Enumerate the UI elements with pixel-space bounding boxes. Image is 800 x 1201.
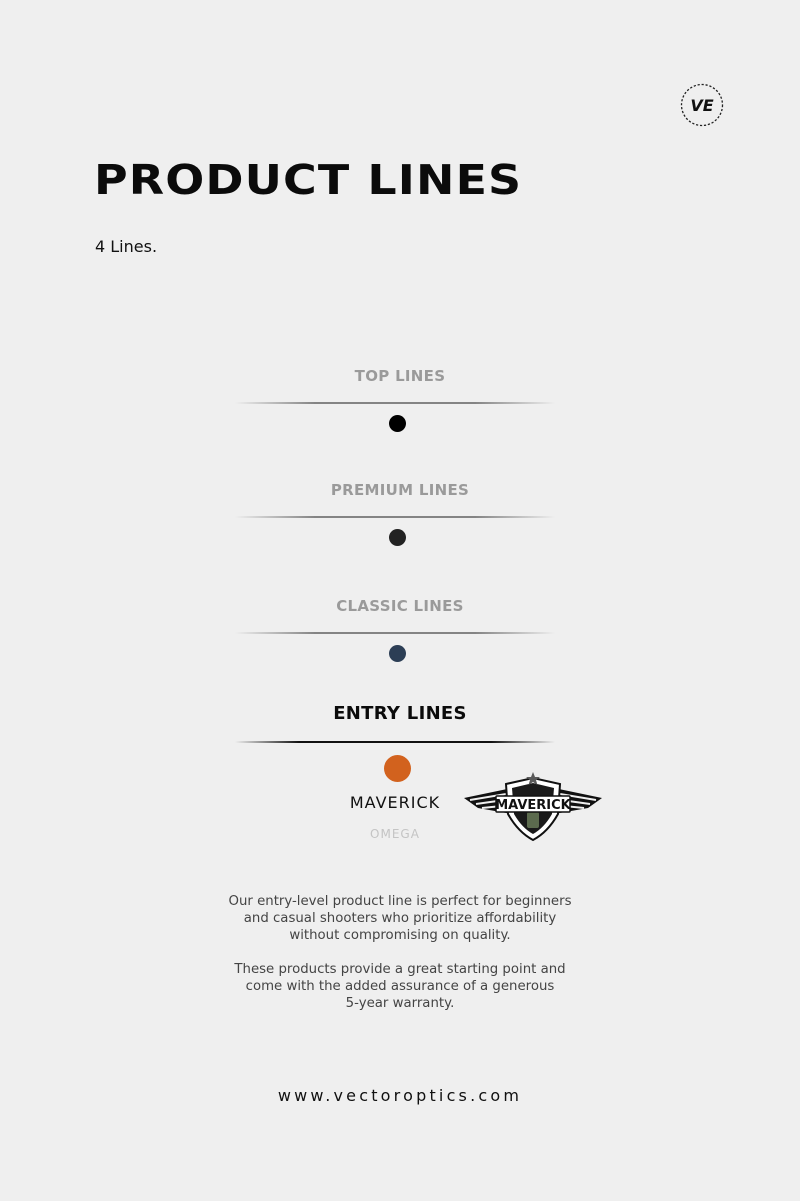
description	[200, 893, 600, 1012]
description-line: These products provide a great starting point and	[234, 962, 566, 977]
description-line: Our entry-level product line is perfect for beginners	[228, 894, 572, 909]
page-subtitle: 4 Lines.	[95, 237, 158, 256]
brand-logo-icon	[680, 83, 724, 127]
line-entry[interactable]	[0, 703, 800, 783]
svg-text:VE: VE	[690, 96, 714, 115]
line-dot	[389, 645, 406, 662]
line-classic[interactable]	[0, 597, 800, 667]
divider	[235, 741, 555, 743]
line-dot	[389, 529, 406, 546]
line-label: TOP LINES	[354, 367, 446, 385]
line-dot	[389, 415, 406, 432]
website-link[interactable]: www.vectoroptics.com	[277, 1086, 523, 1105]
description-line: and casual shooters who prioritize affordability	[243, 911, 557, 926]
svg-text:MAVERICK: MAVERICK	[495, 798, 571, 813]
line-dot-active	[384, 755, 411, 782]
description-line: without compromising on quality.	[289, 928, 511, 943]
line-premium[interactable]	[0, 481, 800, 551]
line-top[interactable]	[0, 367, 800, 437]
divider	[235, 516, 555, 518]
maverick-emblem-icon	[462, 772, 604, 844]
line-label: PREMIUM LINES	[330, 481, 470, 499]
description-line: come with the added assurance of a generous	[245, 979, 555, 994]
description-line: 5-year warranty.	[345, 996, 455, 1011]
divider	[235, 402, 555, 404]
line-label: ENTRY LINES	[333, 703, 467, 724]
series-maverick[interactable]: MAVERICK	[349, 793, 441, 812]
line-label: CLASSIC LINES	[336, 597, 464, 615]
paragraph-gap	[200, 944, 600, 961]
page-title: PRODUCT LINES	[94, 156, 523, 204]
series-omega[interactable]: OMEGA	[370, 827, 420, 841]
divider	[235, 632, 555, 634]
